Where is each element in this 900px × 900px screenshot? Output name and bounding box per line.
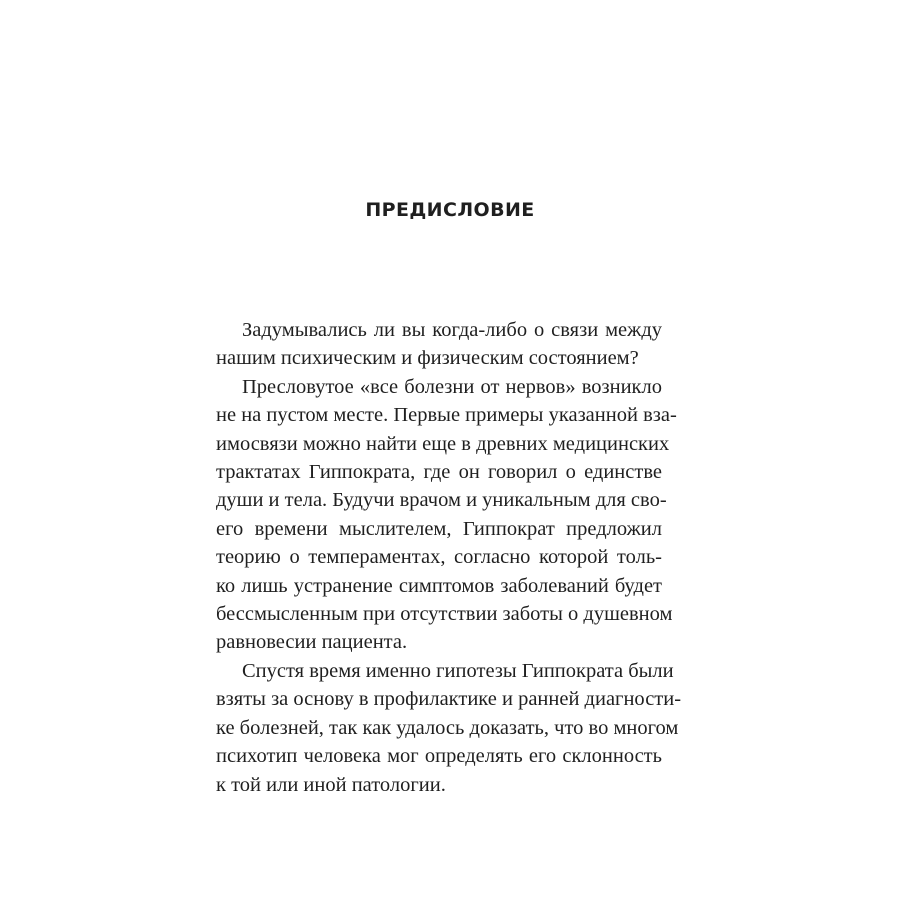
paragraph-2 — [216, 373, 677, 657]
paragraph-3 — [216, 657, 682, 799]
text-line: души и тела. Будучи врачом и уникальным для сво- — [216, 489, 667, 512]
text-line: его времени мыслителем, Гиппократ предложил — [216, 517, 662, 540]
text-line: Пресловутое «все болезни от нервов» возникло — [242, 375, 662, 398]
text-line: ке болезней, так как удалось доказать, что во многом — [216, 716, 679, 739]
text-line: равновесии пациента. — [216, 631, 408, 654]
text-line: Спустя время именно гипотезы Гиппократа были — [242, 659, 674, 682]
body-text — [216, 316, 682, 799]
text-line: психотип человека мог определять его склонность — [216, 745, 662, 768]
text-line: нашим психическим и физическим состоянием? — [216, 347, 639, 370]
text-line: бессмысленным при отсутствии заботы о душевном — [216, 603, 673, 626]
text-line: не на пустом месте. Первые примеры указанной вза- — [216, 404, 677, 427]
text-line: теорию о темпераментах, согласно которой толь- — [216, 546, 662, 569]
chapter-title: ПРЕДИСЛОВИЕ — [365, 199, 535, 221]
text-line: к той или иной патологии. — [216, 773, 446, 796]
text-line: Задумывались ли вы когда-либо о связи между — [242, 319, 662, 341]
text-line: имосвязи можно найти еще в древних медицинских — [216, 432, 670, 455]
text-line: ко лишь устранение симптомов заболеваний будет — [216, 574, 662, 597]
text-line: взяты за основу в профилактике и ранней диагности- — [216, 688, 682, 711]
text-line: трактатах Гиппократа, где он говорил о единстве — [216, 461, 662, 484]
paragraph-1 — [216, 316, 662, 373]
